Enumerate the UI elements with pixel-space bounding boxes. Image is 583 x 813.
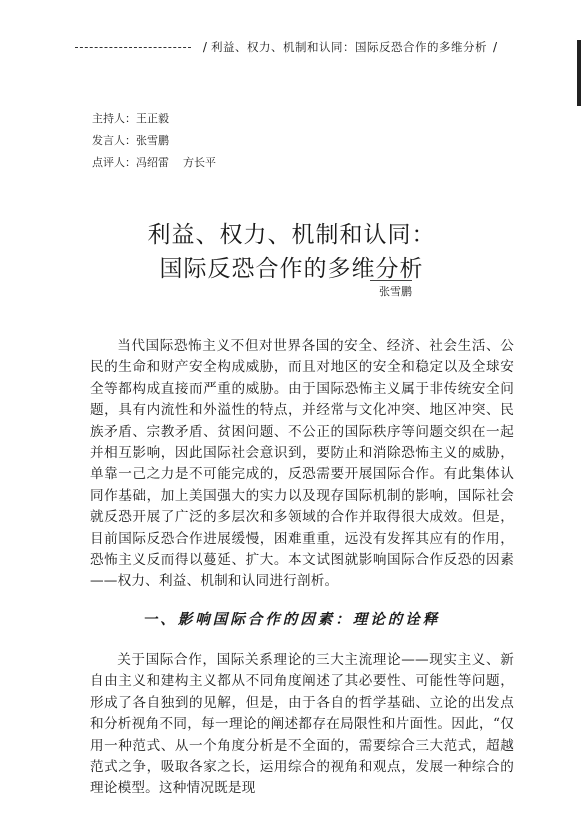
participant-name: 冯绍雷 (136, 156, 169, 169)
title-line-1: 利益、权力、机制和认同： (147, 222, 436, 248)
participant-speaker (92, 130, 216, 152)
page-edge-mark (577, 40, 581, 106)
participant-role: 发言人： (92, 134, 136, 147)
header-slash-left: / (202, 40, 207, 54)
participant-name: 方长平 (183, 156, 216, 169)
participant-host (92, 108, 216, 130)
body-paragraph: 关于国际合作，国际关系理论的三大主流理论——现实主义、新自由主义和建构主义都从不同角度阐述了其必要性、可能性等问题，形成了各自独到的见解，但是，由于各自的哲学基础、立论的出发点和分析视角不同，每一理论的阐述都存在局限性和片面性。因此，“仅用一种范式、从一个角度分析是不全面的，需要综合三大范式，超越范式之争，吸取各家之长，运用综合的视角和观点，发展一种综合的理论模型。这种情况既是现 (90, 652, 514, 797)
participant-name: 王正毅 (136, 112, 169, 125)
participants-list (92, 108, 216, 174)
participant-name: 张雪鹏 (136, 134, 169, 147)
participant-role: 主持人： (92, 112, 136, 125)
title-line-2: 国际反恐合作的多维分析 (159, 256, 424, 282)
participant-commentators (92, 152, 216, 174)
header-slash-right: / (492, 40, 497, 54)
participant-role: 点评人： (92, 156, 136, 169)
abstract-paragraph: 当代国际恐怖主义不但对世界各国的安全、经济、社会生活、公民的生命和财产安全构成威胁，而且对地区的安全和稳定以及全球安全等都构成直接而严重的威胁。由于国际恐怖主义属于非传统安全问题，具有内流性和外溢性的特点，并经常与文化冲突、地区冲突、民族矛盾、宗教矛盾、贫困问题、不公正的国际秩序等问题交织在一起并相互影响，因此国际社会意识到，要防止和消除恐怖主义的威胁，单靠一己之力是不可能完成的，反恐需要开展国际合作。有此集体认同作基础，加上美国强大的实力以及现存国际机制的影响，国际社会就反恐开展了广泛的多层次和多领域的合作并取得很大成效。但是，目前国际反恐合作进展缓慢，困难重重，远没有发挥其应有的作用，恐怖主义反而得以蔓延、扩大。本文试图就影响国际合作反恐的因素——权力、利益、机制和认同进行剖析。 (90, 338, 514, 590)
section-heading: 一、影响国际合作的因素：理论的诠释 (142, 611, 441, 628)
author-byline: 张雪鹏 (370, 280, 412, 299)
running-header (75, 40, 497, 54)
running-header-text: 利益、权力、机制和认同：国际反恐合作的多维分析 (210, 40, 487, 54)
article-title (0, 218, 583, 286)
header-rule (75, 47, 191, 48)
